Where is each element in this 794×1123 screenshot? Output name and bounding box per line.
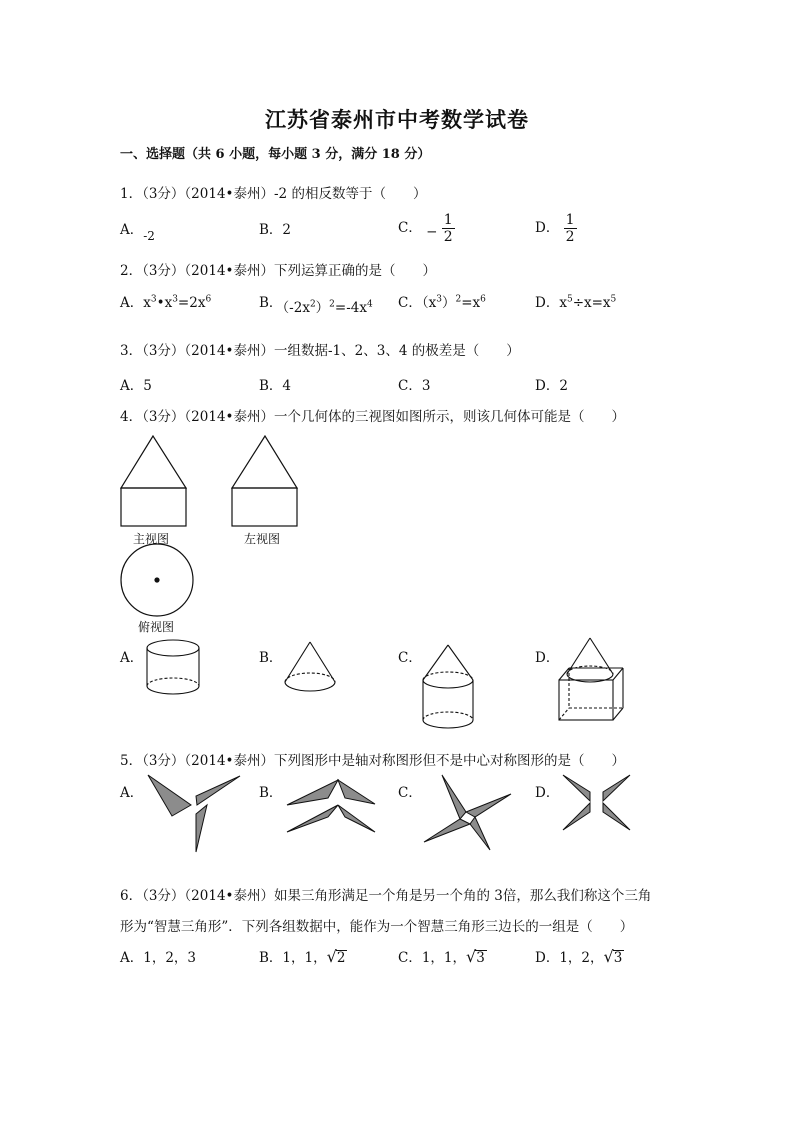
option-label: C． [398, 220, 422, 236]
question-4-stem: 4．（3分）（2014•泰州）一个几何体的三视图如图所示，则该几何体可能是（ ） [120, 409, 625, 425]
cone-on-cylinder-shape[interactable] [418, 642, 483, 732]
q2-option-d[interactable]: D．$x^5\div x=x^5$ [535, 294, 617, 311]
q6-option-b[interactable]: B．1，1，√2 [259, 947, 346, 966]
section-heading: 一、选择题（共 6 小题，每小题 3 分，满分 18 分） [120, 147, 431, 162]
q5-option-d-label[interactable]: D． [535, 785, 560, 801]
fraction: $\frac{1}{2}$ [443, 212, 453, 245]
q5-option-b-label[interactable]: B． [259, 785, 283, 801]
sqrt-icon: √ [326, 947, 337, 966]
top-view [121, 544, 193, 616]
question-6-stem-line1: 6．（3分）（2014•泰州）如果三角形满足一个角是另一个角的 3倍，那么我们称这个三角 [120, 888, 652, 904]
q3-option-c[interactable]: C．3 [398, 378, 431, 394]
q1-option-c[interactable] [398, 212, 455, 245]
three-blade-shape[interactable] [145, 772, 245, 857]
pinwheel-shape[interactable] [420, 772, 520, 852]
q4-option-a-label[interactable]: A． [120, 650, 144, 666]
q2-option-a[interactable]: A．$x^3•x^3=2x^6$ [120, 294, 212, 311]
question-3-stem: 3．（3分）（2014•泰州）一组数据-1、2、3、4 的极差是（ ） [120, 343, 520, 359]
q4-option-c-label[interactable]: C． [398, 650, 422, 666]
option-label: B． [259, 222, 283, 238]
q4-option-d-label[interactable]: D． [535, 650, 560, 666]
left-view-caption: 左视图 [244, 532, 281, 546]
option-value: 2 [282, 222, 292, 238]
option-label: A． [120, 222, 144, 238]
q3-option-a[interactable]: A．5 [120, 378, 152, 394]
option-value: -2 [143, 229, 155, 243]
q3-option-b[interactable]: B．4 [259, 378, 292, 394]
question-5-stem: 5．（3分）（2014•泰州）下列图形中是轴对称图形但不是中心对称图形的是（ ） [120, 753, 625, 769]
cylinder-shape[interactable] [145, 638, 205, 698]
question-1-stem: 1．（3分）（2014•泰州）-2 的相反数等于（ ） [120, 186, 427, 202]
q1-option-d[interactable] [535, 212, 577, 245]
q5-option-a-label[interactable]: A． [120, 785, 144, 801]
question-6-stem-line2: 形为“智慧三角形”．下列各组数据中，能作为一个智慧三角形三边长的一组是（ ） [120, 919, 634, 935]
q4-option-b-label[interactable]: B． [259, 650, 283, 666]
fraction: $\frac{1}{2}$ [565, 212, 575, 245]
cone-on-cube-shape[interactable] [555, 636, 630, 726]
q5-option-c-label[interactable]: C． [398, 785, 422, 801]
cone-shape[interactable] [283, 640, 343, 700]
q6-option-d[interactable]: D．1，2，√3 [535, 947, 623, 966]
q3-option-d[interactable]: D．2 [535, 378, 568, 394]
page-title: 江苏省泰州市中考数学试卷 [265, 107, 529, 132]
option-label: D． [535, 220, 560, 236]
sqrt-icon: √ [466, 947, 477, 966]
q6-option-a[interactable]: A．1，2，3 [120, 950, 197, 966]
q1-option-a[interactable] [120, 218, 155, 243]
left-view [232, 436, 297, 526]
double-arrow-shape[interactable] [283, 778, 378, 843]
bowtie-shape[interactable] [560, 772, 635, 832]
q2-option-b[interactable]: B．$(-2x^2)^2=-4x^4$ [259, 295, 373, 316]
q1-option-b[interactable] [259, 218, 291, 238]
q2-option-c[interactable]: C．$(x^3)^2=x^6$ [398, 294, 486, 311]
minus-sign: − [426, 224, 438, 240]
front-view [121, 436, 186, 526]
sqrt-icon: √ [603, 947, 614, 966]
top-view-caption: 俯视图 [138, 620, 175, 634]
q6-option-c[interactable]: C．1，1，√3 [398, 947, 485, 966]
front-view-caption: 主视图 [133, 532, 170, 546]
question-2-stem: 2．（3分）（2014•泰州）下列运算正确的是（ ） [120, 263, 436, 279]
